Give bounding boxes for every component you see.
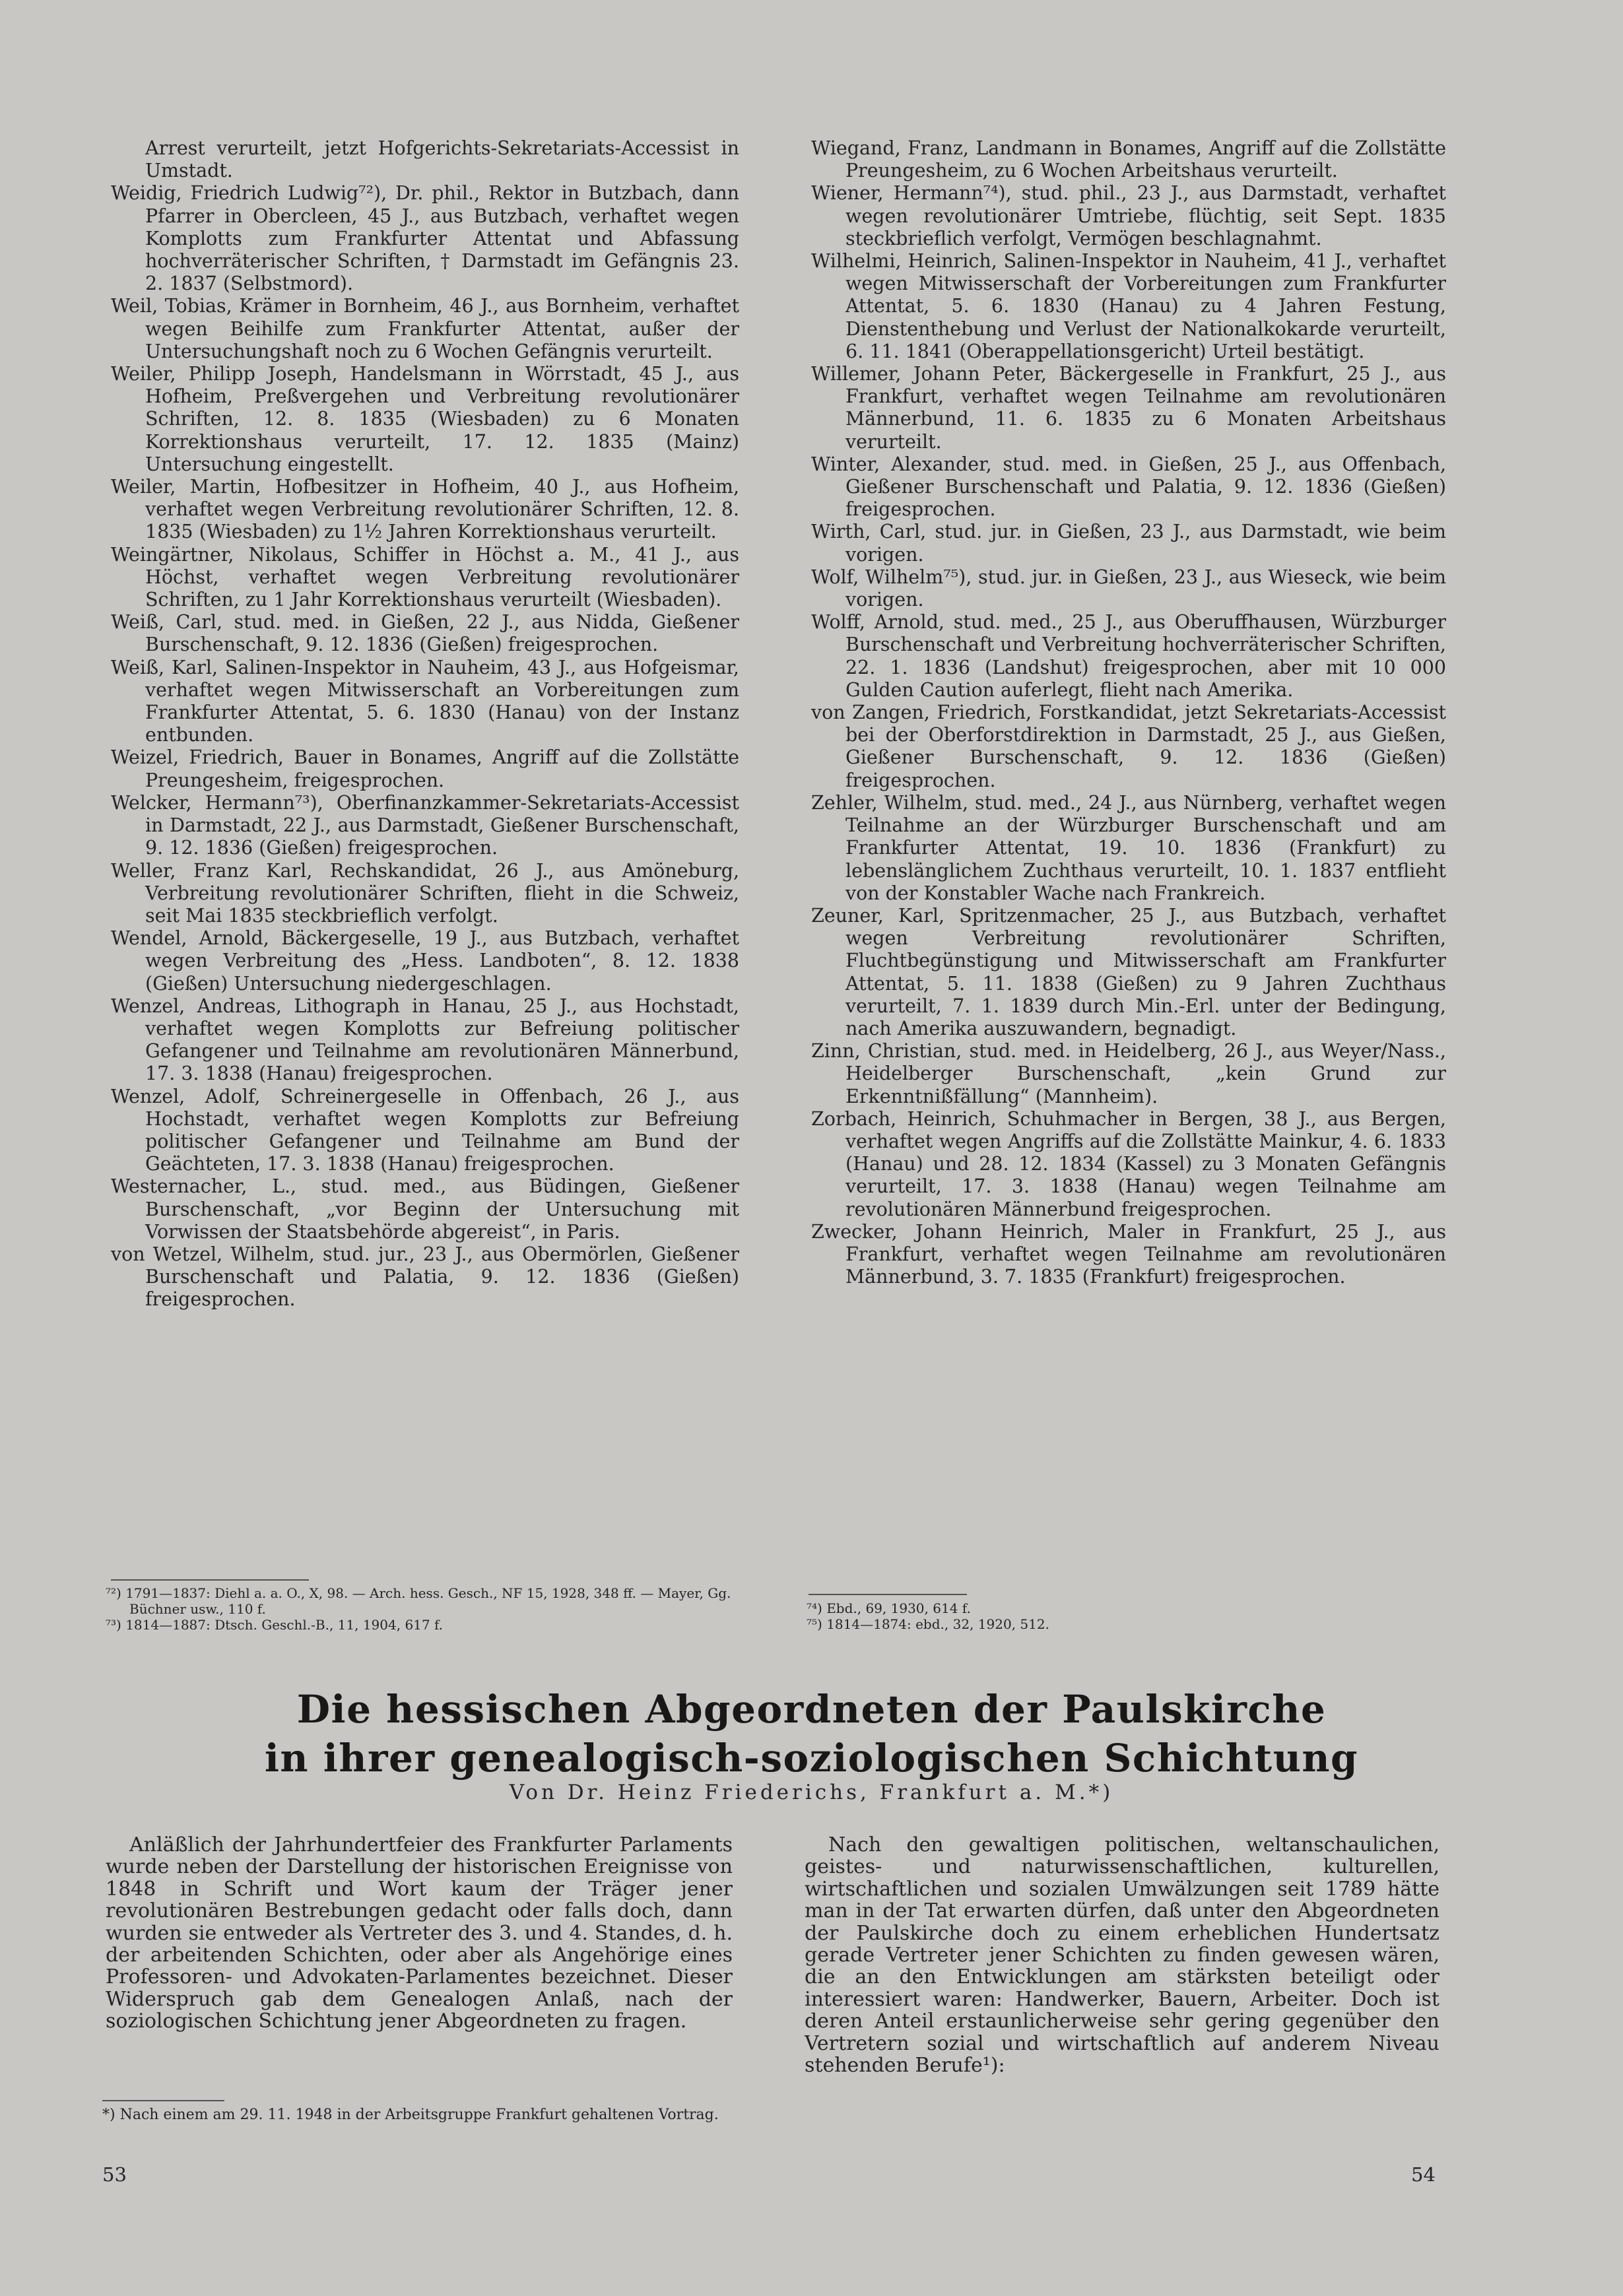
register-entry: Arrest verurteilt, jetzt Hofgerichts-Sekretariats-Accessist in Umstadt. — [145, 137, 739, 182]
register-entry: Zorbach, Heinrich, Schuhmacher in Bergen, 38 J., aus Bergen, verhaftet wegen Angriffs auf die Zollstätte Mainkur, 4. 6. 1833 (Hanau) und 28. 12. 1834 (Kassel) zu 3 Monaten Gefängnis verurteilt, 17. 3. 1838 (Hanau) wegen Teilnahme am revolutionären Männerbund freigesprochen. — [811, 1107, 1446, 1220]
register-entry: Willemer, Johann Peter, Bäckergeselle in Frankfurt, 25 J., aus Frankfurt, verhaftet wegen Teilnahme am revolutionären Männerbund, 11. 6. 1835 zu 6 Monaten Arbeitshaus verurteilt. — [811, 363, 1446, 453]
register-entry: Weingärtner, Nikolaus, Schiffer in Höchst a. M., 41 J., aus Höchst, verhaftet wegen Verbreitung revolutionärer Schriften, zu 1 Jahr Korrektionshaus verurteilt (Wiesbaden). — [111, 543, 739, 611]
footnotes-left — [106, 1585, 739, 1633]
register-entry: Weiß, Karl, Salinen-Inspektor in Nauheim, 43 J., aus Hofgeismar, verhaftet wegen Mitwisserschaft an Vorbereitungen zum Frankfurter Attentat, 5. 6. 1830 (Hanau) von der Instanz entbunden. — [111, 656, 739, 746]
footnote: ⁷⁴) Ebd., 69, 1930, 614 f. — [807, 1600, 971, 1616]
register-entry: Wilhelmi, Heinrich, Salinen-Inspektor in Nauheim, 41 J., verhaftet wegen Mitwisserschaft der Vorbereitungen zum Frankfurter Attentat, 5. 6. 1830 (Hanau) zu 4 Jahren Festung, Dienstenthebung und Verlust der Nationalkokarde verurteilt, 6. 11. 1841 (Oberappellationsgericht) Urteil bestätigt. — [811, 250, 1446, 362]
footnote-rule-left — [111, 1579, 309, 1581]
register-entry: Weizel, Friedrich, Bauer in Bonames, Angriff auf die Zollstätte Preungesheim, freigesprochen. — [111, 746, 739, 791]
register-entry: Zwecker, Johann Heinrich, Maler in Frankfurt, 25 J., aus Frankfurt, verhaftet wegen Teilnahme am revolutionären Männerbund, 3. 7. 1835 (Frankfurt) freigesprochen. — [811, 1220, 1446, 1288]
register-entry: Zeuner, Karl, Spritzenmacher, 25 J., aus Butzbach, verhaftet wegen Verbreitung revolutionärer Schriften, Fluchtbegünstigung und Mitwisserschaft am Frankfurter Attentat, 5. 11. 1838 (Gießen) zu 9 Jahren Zuchthaus verurteilt, 7. 1. 1839 durch Min.-Erl. unter der Bedingung, nach Amerika auszuwandern, begnadigt. — [811, 904, 1446, 1039]
register-entry: Wiegand, Franz, Landmann in Bonames, Angriff auf die Zollstätte Preungesheim, zu 6 Wochen Arbeitshaus verurteilt. — [811, 137, 1446, 182]
footnote: *) Nach einem am 29. 11. 1948 in der Arbeitsgruppe Frankfurt gehaltenen Vortrag. — [102, 2107, 719, 2123]
register-entry: Zinn, Christian, stud. med. in Heidelberg, 26 J., aus Weyer/Nass., Heidelberger Burschenschaft, „kein Grund zur Erkenntnißfällung“ (Mannheim). — [811, 1040, 1446, 1107]
register-entry: Wolf, Wilhelm⁷⁵), stud. jur. in Gießen, 23 J., aus Wieseck, wie beim vorigen. — [811, 566, 1446, 611]
footnotes-right — [807, 1600, 1447, 1632]
footnote: ⁷³) 1814—1887: Dtsch. Geschl.-B., 11, 1904, 617 f. — [106, 1617, 444, 1633]
register-entry: Wendel, Arnold, Bäckergeselle, 19 J., aus Butzbach, verhaftet wegen Verbreitung des „Hess. Landboten“, 8. 12. 1838 (Gießen) Untersuchung niedergeschlagen. — [111, 927, 739, 995]
register-entry: Wenzel, Andreas, Lithograph in Hanau, 25 J., aus Hochstadt, verhaftet wegen Komplotts zur Befreiung politischer Gefangener und Teilnahme am revolutionären Männerbund, 17. 3. 1838 (Hanau) freigesprochen. — [111, 995, 739, 1085]
register-entry: Weiler, Philipp Joseph, Handelsmann in Wörrstadt, 45 J., aus Hofheim, Preßvergehen und Verbreitung revolutionärer Schriften, 12. 8. 1835 (Wiesbaden) zu 6 Monaten Korrektionshaus verurteilt, 17. 12. 1835 (Mainz) Untersuchung eingestellt. — [111, 363, 739, 475]
article-footnote — [102, 2107, 736, 2124]
footnote-rule-right — [809, 1594, 967, 1595]
register-entry: Wirth, Carl, stud. jur. in Gießen, 23 J., aus Darmstadt, wie beim vorigen. — [811, 521, 1446, 566]
register-entry: von Zangen, Friedrich, Forstkandidat, jetzt Sekretariats-Accessist bei der Oberforstdirektion in Darmstadt, 25 J., aus Gießen, Gießener Burschenschaft, 9. 12. 1836 (Gießen) freigesprochen. — [811, 702, 1446, 791]
article-left-column — [106, 1834, 733, 2033]
register-entry: Welcker, Hermann⁷³), Oberfinanzkammer-Sekretariats-Accessist in Darmstadt, 22 J., aus Darmstadt, Gießener Burschenschaft, 9. 12. 1836 (Gießen) freigesprochen. — [111, 791, 739, 859]
register-entry: Weller, Franz Karl, Rechskandidat, 26 J., aus Amöneburg, Verbreitung revolutionärer Schriften, flieht in die Schweiz, seit Mai 1835 steckbrieflich verfolgt. — [111, 859, 739, 927]
page-number-left: 53 — [102, 2163, 127, 2186]
register-entry: Weiß, Carl, stud. med. in Gießen, 22 J., aus Nidda, Gießener Burschenschaft, 9. 12. 1836 (Gießen) freigesprochen. — [111, 611, 739, 656]
register-entry: Winter, Alexander, stud. med. in Gießen, 25 J., aus Offenbach, Gießener Burschenschaft und Palatia, 9. 12. 1836 (Gießen) freigesprochen. — [811, 453, 1446, 521]
register-entry: Weiler, Martin, Hofbesitzer in Hofheim, 40 J., aus Hofheim, verhaftet wegen Verbreitung revolutionärer Schriften, 12. 8. 1835 (Wiesbaden) zu 1½ Jahren Korrektionshaus verurteilt. — [111, 476, 739, 543]
article-title-line-2: in ihrer genealogisch-soziologischen Schichtung — [264, 1736, 1359, 1781]
register-entry: Weil, Tobias, Krämer in Bornheim, 46 J., aus Bornheim, verhaftet wegen Beihilfe zum Frankfurter Attentat, außer der Untersuchungshaft noch zu 6 Wochen Gefängnis verurteilt. — [111, 295, 739, 362]
article-paragraph: Anläßlich der Jahrhundertfeier des Frankfurter Parlaments wurde neben der Darstellung der historischen Ereignisse von 1848 in Schrift und Wort kaum der Träger jener revolutionären Bestrebungen gedacht oder falls doch, dann wurden sie entweder als Vertreter des 3. und 4. Standes, d. h. der arbeitenden Schichten, oder aber als Angehörige eines Professoren- und Advokaten-Parlamentes bezeichnet. Dieser Widerspruch gab dem Genealogen Anlaß, nach der soziologischen Schichtung jener Abgeordneten zu fragen. — [106, 1833, 733, 2033]
register-right-column — [811, 137, 1446, 1288]
article-paragraph: Nach den gewaltigen politischen, weltanschaulichen, geistes- und naturwissenschaftlichen, kulturellen, wirtschaftlichen und sozialen Umwälzungen seit 1789 hätte man in der Tat erwarten dürfen, daß unter den Abgeordneten der Paulskirche doch zu einem erheblichen Hundertsatz gerade Vertreter jener Schichten zu finden gewesen wären, die an den Entwicklungen am stärksten beteiligt oder interessiert waren: Handwerker, Bauern, Arbeiter. Doch ist deren Anteil erstaunlicherweise sehr gering gegenüber den Vertretern sozial und wirtschaftlich auf anderem Niveau stehenden Berufe¹): — [805, 1833, 1440, 2078]
register-entry: von Wetzel, Wilhelm, stud. jur., 23 J., aus Obermörlen, Gießener Burschenschaft und Palatia, 9. 12. 1836 (Gießen) freigesprochen. — [111, 1243, 739, 1311]
register-left-column — [111, 137, 739, 1311]
footnote: ⁷⁵) 1814—1874: ebd., 32, 1920, 512. — [807, 1616, 1049, 1632]
footnote: ⁷²) 1791—1837: Diehl a. a. O., X, 98. — Arch. hess. Gesch., NF 15, 1928, 348 ff. — Mayer, Gg. Büchner usw., 110 f. — [106, 1585, 731, 1617]
register-entry: Westernacher, L., stud. med., aus Büdingen, Gießener Burschenschaft, „vor Beginn der Untersuchung mit Vorwissen der Staatsbehörde abgereist“, in Paris. — [111, 1175, 739, 1243]
article-footnote-rule — [102, 2100, 224, 2101]
register-entry: Wenzel, Adolf, Schreinergeselle in Offenbach, 26 J., aus Hochstadt, verhaftet wegen Komplotts zur Befreiung politischer Gefangener und Teilnahme am Bund der Geächteten, 17. 3. 1838 (Hanau) freigesprochen. — [111, 1085, 739, 1175]
register-entry: Zehler, Wilhelm, stud. med., 24 J., aus Nürnberg, verhaftet wegen Teilnahme an der Würzburger Burschenschaft und am Frankfurter Attentat, 19. 10. 1836 (Frankfurt) zu lebenslänglichem Zuchthaus verurteilt, 10. 1. 1837 entflieht von der Konstabler Wache nach Frankreich. — [811, 791, 1446, 904]
register-entry: Weidig, Friedrich Ludwig⁷²), Dr. phil., Rektor in Butzbach, dann Pfarrer in Obercleen, 45 J., aus Butzbach, verhaftet wegen Komplotts zum Frankfurter Attentat und Abfassung hochverräterischer Schriften, † Darmstadt im Gefängnis 23. 2. 1837 (Selbstmord). — [111, 182, 739, 295]
page-number-right: 54 — [1411, 2163, 1436, 2186]
article-right-column — [805, 1834, 1440, 2076]
register-entry: Wolff, Arnold, stud. med., 25 J., aus Oberuffhausen, Würzburger Burschenschaft und Verbreitung hochverräterischer Schriften, 22. 1. 1836 (Landshut) freigesprochen, aber mit 10 000 Gulden Caution auferlegt, flieht nach Amerika. — [811, 611, 1446, 701]
register-entry: Wiener, Hermann⁷⁴), stud. phil., 23 J., aus Darmstadt, verhaftet wegen revolutionärer Umtriebe, flüchtig, seit Sept. 1835 steckbrieflich verfolgt, Vermögen beschlagnahmt. — [811, 182, 1446, 249]
article-byline: Von Dr. Heinz Friederichs, Frankfurt a. M.*) — [509, 1781, 1114, 1804]
article-title-line-1: Die hessischen Abgeordneten der Paulskirche — [296, 1687, 1327, 1732]
